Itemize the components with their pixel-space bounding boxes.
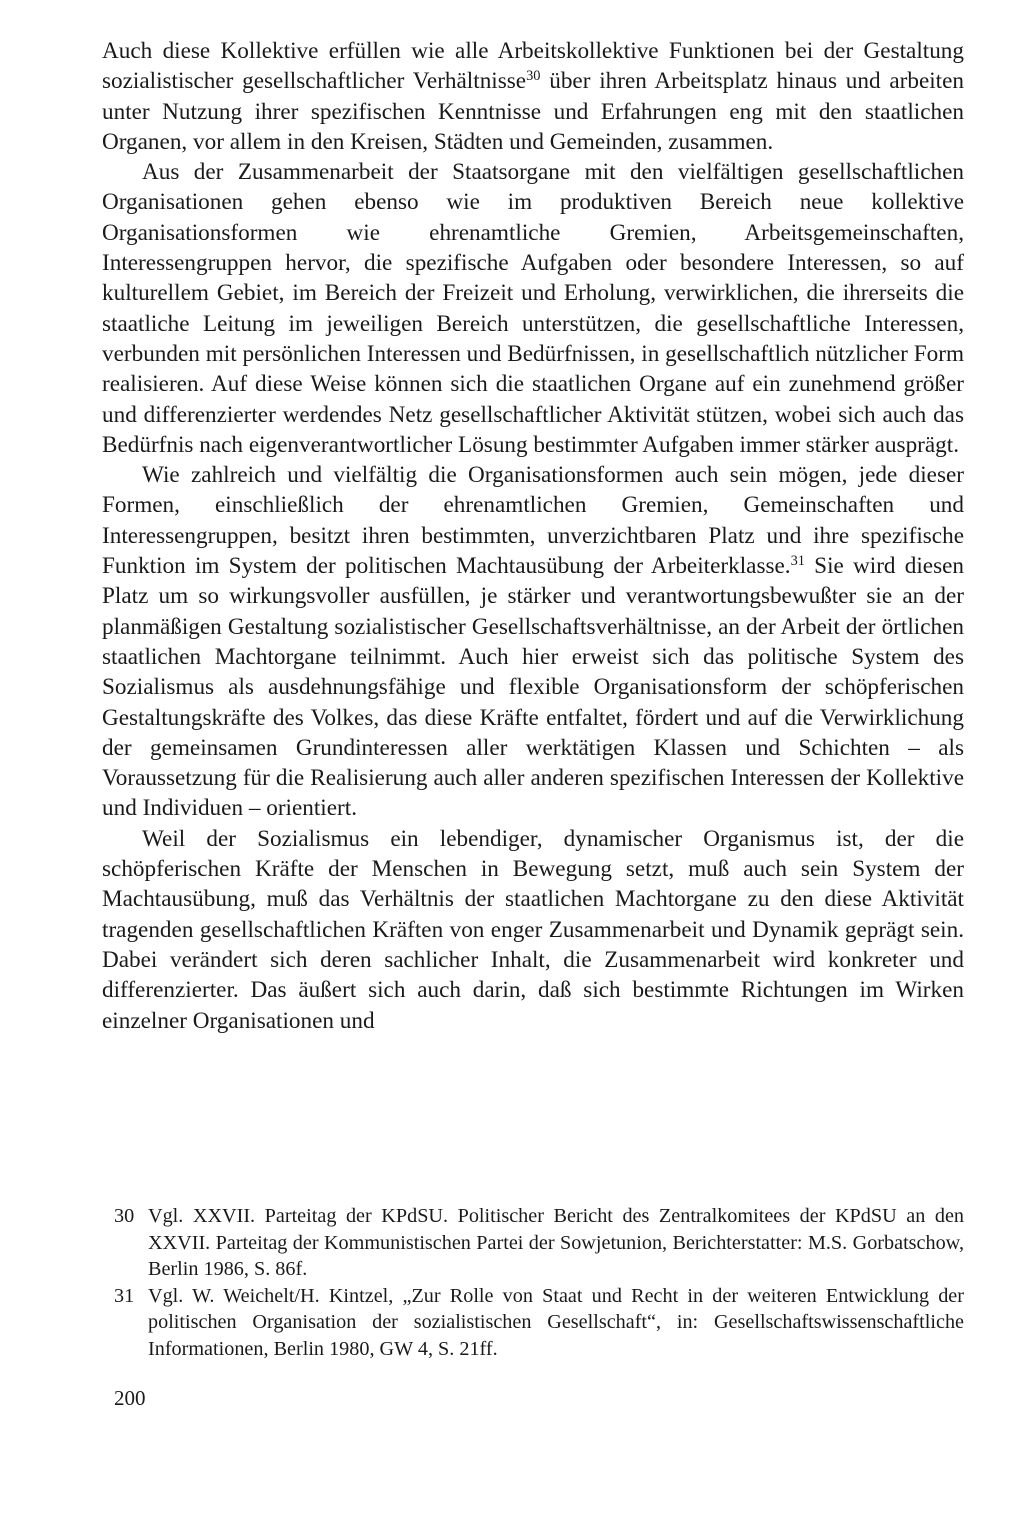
footnote-ref-30: 30	[526, 68, 541, 85]
paragraph-3-text-continued: Sie wird diesen Platz um so wirkungsvoller ausfüllen, je stärker und verantwortungsbewußter sie an der planmäßigen Gestaltung sozialistischer Gesellschaftsverhältnisse, an der Arbeit der örtlichen staatlichen Machtorgane teilnimmt. Auch hier erweist sich das politische System des Sozialismus als ausdehnungsfähige und flexible Organisationsform der schöpferischen Gestaltungskräfte des Volkes, das diese Kräfte entfaltet, fördert und auf die Verwirklichung der gemeinsamen Grundinteressen aller werktätigen Klassen und Schichten – als Voraussetzung für die Realisierung auch aller anderen spezifischen Interessen der Kollektive und Individuen – orientiert.	[102, 553, 964, 822]
footnote-ref-31: 31	[790, 553, 805, 570]
footnotes	[114, 1203, 964, 1363]
page-number: 200	[114, 1386, 146, 1410]
page-body	[102, 36, 964, 1036]
paragraph-1-text: Auch diese Kollektive erfüllen wie alle Arbeitskollektive Funktionen bei der Gestaltung sozialistischer gesellschaftlicher Verhältnisse	[102, 38, 964, 95]
paragraph-3-text: Wie zahlreich und vielfältig die Organisationsformen auch sein mögen, jede dieser Formen, einschließlich der ehrenamtlichen Gremien, Gemeinschaften und Interessengruppen, besitzt ihren bestimmten, unverzichtbaren Platz und ihre spezifische Funktion im System der politischen Machtausübung der Arbeiterklasse.	[102, 462, 964, 580]
paragraph-1-text-continued: über ihren Arbeitsplatz hinaus und arbeiten unter Nutzung ihrer spezifischen Kenntnisse und Erfahrungen eng mit den staatlichen Organen, vor allem in den Kreisen, Städten und Gemeinden, zusammen.	[102, 68, 965, 155]
footnote-31	[114, 1283, 964, 1363]
paragraph-4-text: Weil der Sozialismus ein lebendiger, dynamischer Organismus ist, der die schöpferischen Kräfte der Menschen in Bewegung setzt, muß auch sein System der Machtausübung, muß das Verhältnis der staatlichen Machtorgane zu den diese Aktivität tragenden gesellschaftlichen Kräften von enger Zusammenarbeit und Dynamik geprägt sein. Dabei verändert sich deren sachlicher Inhalt, die Zusammenarbeit wird konkreter und differenzierter. Das äußert sich auch darin, daß sich bestimmte Richtungen im Wirken einzelner Organisationen und	[102, 825, 964, 1034]
main-text	[102, 36, 964, 1036]
paragraph-2	[102, 157, 964, 460]
footnote-number: 30	[114, 1205, 135, 1227]
footnote-30	[114, 1203, 964, 1283]
footnote-text: Vgl. W. Weichelt/H. Kintzel, „Zur Rolle von Staat und Recht in der weiteren Entwicklung der politischen Organisation der sozialistischen Gesellschaft“, in: Gesellschaftswissenschaftliche Informationen, Berlin 1980, GW 4, S. 21ff.	[148, 1284, 964, 1360]
paragraph-2-text: Aus der Zusammenarbeit der Staatsorgane mit den vielfältigen gesellschaftlichen Organisationen gehen ebenso wie im produktiven Bereich neue kollektive Organisationsformen wie ehrenamtliche Gremien, Arbeitsgemeinschaften, Interessengruppen hervor, die spezifische Aufgaben oder besondere Interessen, so auf kulturellem Gebiet, im Bereich der Freizeit und Erholung, verwirklichen, die ihrerseits die staatliche Leitung im jeweiligen Bereich unterstützen, die gesellschaftliche Interessen, verbunden mit persönlichen Interessen und Bedürfnissen, in gesellschaftlich nützlicher Form realisieren. Auf diese Weise können sich die staatlichen Organe auf ein zunehmend größer und differenzierter werdendes Netz gesellschaftlicher Aktivität stützen, wobei sich auch das Bedürfnis nach eigenverantwortlicher Lösung bestimmter Aufgaben immer stärker ausprägt.	[102, 159, 964, 458]
paragraph-4	[102, 824, 964, 1036]
paragraph-1	[102, 36, 964, 157]
footnote-text: Vgl. XXVII. Parteitag der KPdSU. Politischer Bericht des Zentralkomitees der KPdSU an den XXVII. Parteitag der Kommunistischen Partei der Sowjetunion, Berichterstatter: M.S. Gorbatschow, Berlin 1986, S. 86f.	[148, 1205, 964, 1281]
paragraph-3	[102, 460, 964, 824]
footnote-number: 31	[114, 1284, 135, 1307]
